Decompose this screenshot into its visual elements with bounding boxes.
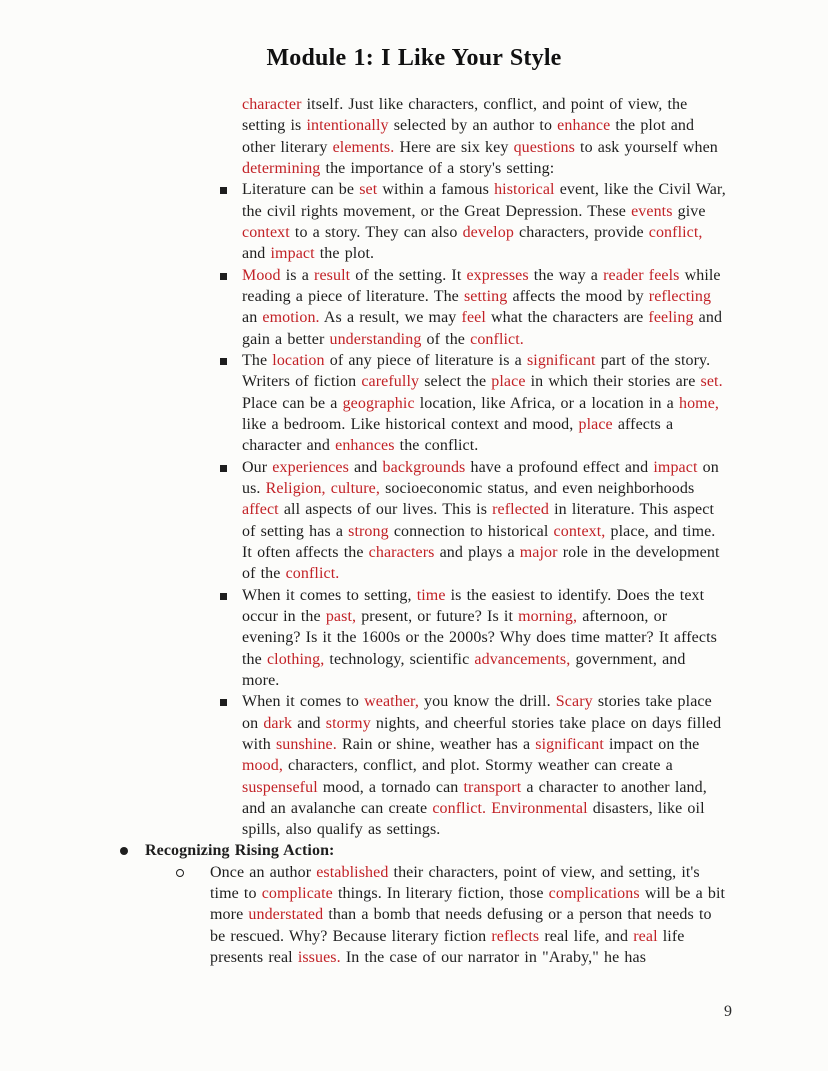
highlighted-term: established — [316, 863, 389, 881]
body-text: give — [672, 202, 706, 220]
body-text: to a story. They can also — [289, 223, 463, 241]
highlighted-term: determining — [242, 159, 321, 177]
setting-questions-list — [0, 179, 828, 840]
body-text: the conflict. — [394, 437, 479, 455]
highlighted-term: character — [242, 96, 302, 113]
highlighted-term: geographic — [342, 394, 415, 412]
body-text: of any piece of literature is a — [324, 351, 527, 369]
body-text: within a famous — [377, 181, 495, 199]
body-text: Place can be a — [242, 394, 343, 412]
body-text: in literature. This aspect of setting has a — [242, 501, 715, 540]
document-body — [0, 94, 828, 968]
body-text: role in the development of the — [242, 543, 720, 583]
body-text: nights, and cheerful stories take place on days filled with — [242, 714, 722, 753]
body-text: Once an author — [210, 863, 317, 881]
highlighted-term: sunshine. — [275, 735, 337, 753]
setting-bullet-text — [242, 352, 723, 454]
body-text: mood, a tornado can — [317, 778, 464, 796]
body-text: real life, and — [539, 927, 634, 945]
highlighted-term: home, — [678, 394, 720, 412]
highlighted-term: understated — [248, 906, 324, 924]
page-title: Module 1: I Like Your Style — [266, 45, 562, 71]
square-bullet-icon — [220, 187, 227, 194]
highlighted-term: set — [359, 181, 378, 199]
square-bullet-icon — [220, 699, 227, 706]
setting-bullet-text — [242, 587, 717, 689]
square-bullet-icon — [220, 465, 227, 472]
body-text: itself. Just like characters, conflict, and point of view, the setting is — [242, 96, 688, 135]
page-number: 9 — [724, 1003, 733, 1020]
highlighted-term: dark — [263, 714, 293, 732]
rising-action-paragraph — [210, 864, 725, 966]
setting-bullet-item — [219, 179, 726, 264]
highlighted-term: strong — [348, 522, 389, 540]
body-text: than a bomb that needs defusing or a person that needs to be rescued. Why? Because literary fiction — [210, 906, 712, 945]
body-text: disasters, like oil spills, also qualify as settings. — [242, 799, 705, 839]
body-text: a character to another land, and an avalanche can create — [242, 778, 707, 817]
body-text: socioeconomic status, and even neighborhoods — [379, 479, 695, 497]
highlighted-term: time — [416, 586, 446, 604]
highlighted-term: characters — [368, 543, 435, 561]
body-text: the plot and other literary — [242, 117, 695, 156]
body-text: life presents real — [210, 927, 685, 967]
highlighted-term: place — [578, 415, 613, 433]
highlighted-term: impact — [270, 245, 315, 263]
highlighted-term: complicate — [261, 885, 333, 903]
body-text: part of the story. Writers of fiction — [242, 351, 711, 391]
rising-action-heading-item — [120, 840, 765, 861]
highlighted-term: context, — [553, 522, 606, 540]
highlighted-term: transport — [463, 778, 522, 796]
body-text: The — [242, 351, 273, 369]
highlighted-term: impact — [653, 458, 698, 476]
body-text: things. In literary fiction, those — [332, 885, 549, 903]
setting-bullet-text — [242, 181, 726, 262]
body-text: of the — [421, 330, 471, 348]
highlighted-term: setting — [463, 287, 508, 305]
body-text: and plays a — [434, 543, 520, 561]
highlighted-term: set. — [700, 373, 723, 391]
setting-intro-paragraph — [242, 94, 726, 179]
highlighted-term: suspenseful — [242, 778, 318, 796]
highlighted-term: clothing, — [266, 650, 325, 668]
highlighted-term: significant — [526, 351, 596, 369]
highlighted-term: understanding — [329, 330, 422, 348]
highlighted-term: conflict. — [432, 799, 487, 817]
body-text: on us. — [242, 458, 719, 497]
body-text: technology, scientific — [324, 650, 475, 668]
highlighted-term: conflict. — [285, 565, 340, 583]
body-text: and — [242, 245, 271, 263]
highlighted-term: enhance — [557, 117, 611, 135]
highlighted-term: Scary — [555, 693, 593, 711]
setting-bullet-item — [219, 585, 726, 692]
highlighted-term: Environmental — [491, 799, 588, 817]
body-text: like a bedroom. Like historical context and mood, — [242, 415, 579, 433]
setting-bullet-item — [219, 691, 726, 840]
body-text: location, like Africa, or a location in a — [414, 394, 679, 412]
highlighted-term: backgrounds — [382, 458, 466, 476]
body-text: select the — [419, 373, 492, 391]
highlighted-term: weather, — [364, 693, 419, 711]
body-text: present, or future? Is it — [356, 607, 519, 625]
highlighted-term: complications — [548, 885, 640, 903]
highlighted-term: experiences — [272, 458, 349, 476]
body-text: all aspects of our lives. This is — [278, 501, 493, 519]
disc-bullet-icon — [120, 847, 128, 855]
highlighted-term: location — [272, 351, 325, 369]
body-text: Here are six key — [394, 138, 514, 156]
highlighted-term: intentionally — [306, 117, 389, 135]
highlighted-term: Mood — [242, 266, 281, 284]
body-text: the way a — [528, 266, 604, 284]
body-text: their characters, point of view, and setting, it's time to — [210, 863, 700, 903]
square-bullet-icon — [220, 358, 227, 365]
highlighted-term: carefully — [361, 373, 420, 391]
body-text: to ask yourself when — [574, 138, 718, 156]
body-text: characters, conflict, and plot. Stormy weather can create a — [282, 757, 673, 775]
body-text: and — [292, 714, 326, 732]
highlighted-term: morning, — [518, 607, 578, 625]
highlighted-term: result — [314, 266, 351, 284]
setting-bullet-item — [219, 457, 726, 585]
body-text: government, and more. — [242, 650, 686, 689]
square-bullet-icon — [220, 593, 227, 600]
highlighted-term: feeling — [648, 309, 694, 327]
setting-bullet-text — [242, 693, 721, 838]
body-text: have a profound effect and — [465, 458, 654, 476]
highlighted-term: real — [633, 927, 658, 945]
highlighted-term: events — [631, 202, 673, 220]
body-text: Literature can be — [242, 181, 360, 199]
highlighted-term: expresses — [466, 266, 529, 284]
body-text: you know the drill. — [418, 693, 556, 711]
body-text: while reading a piece of literature. The — [242, 266, 721, 305]
highlighted-term: feel — [461, 309, 486, 327]
body-text: event, like the Civil War, the civil rights movement, or the Great Depression. These — [242, 181, 726, 220]
circle-bullet-icon — [176, 869, 184, 877]
highlighted-term: develop — [462, 223, 514, 241]
highlighted-term: major — [519, 543, 558, 561]
body-text: and gain a better — [242, 309, 723, 348]
highlighted-term: reflects — [491, 927, 540, 945]
highlighted-term: reflected — [492, 501, 549, 519]
highlighted-term: issues. — [297, 949, 341, 967]
square-bullet-icon — [220, 273, 227, 280]
highlighted-term: elements. — [332, 138, 395, 156]
body-text: the importance of a story's setting: — [320, 159, 555, 177]
body-text: Rain or shine, weather has a — [336, 735, 536, 753]
rising-action-sub-item — [175, 862, 726, 969]
highlighted-term: conflict. — [470, 330, 524, 348]
highlighted-term: place — [491, 373, 526, 391]
body-text: selected by an author to — [388, 117, 558, 135]
setting-bullet-text — [242, 459, 720, 583]
highlighted-term: significant — [535, 735, 604, 753]
body-text: affects a character and — [242, 415, 674, 455]
highlighted-term: stormy — [325, 714, 371, 732]
body-text: will be a bit more — [210, 885, 726, 924]
body-text: impact on the — [603, 735, 700, 753]
body-text: Our — [242, 458, 273, 476]
body-text: the plot. — [314, 245, 375, 263]
body-text: When it comes to setting, — [242, 586, 417, 604]
body-text: and — [348, 458, 383, 476]
body-text: When it comes to — [242, 693, 365, 711]
body-text: affects the mood by — [507, 287, 649, 305]
body-text: characters, provide — [513, 223, 649, 241]
highlighted-term: advancements, — [474, 650, 571, 668]
body-text: connection to historical — [388, 522, 554, 540]
highlighted-term: Religion, culture, — [265, 479, 380, 497]
highlighted-term: enhances — [335, 437, 395, 455]
highlighted-term: reader feels — [603, 266, 680, 284]
highlighted-term: reflecting — [648, 287, 712, 305]
body-text: stories take place on — [242, 693, 712, 732]
highlighted-term: past, — [325, 607, 357, 625]
body-text: place, and time. It often affects the — [242, 522, 716, 561]
body-text: of the setting. It — [350, 266, 467, 284]
body-text: an — [242, 309, 263, 327]
body-text: In the case of our narrator in "Araby," he has — [340, 949, 647, 967]
setting-bullet-text — [242, 267, 722, 348]
body-text: As a result, we may — [319, 309, 462, 327]
body-text: in which their stories are — [525, 373, 701, 391]
body-text: afternoon, or evening? Is it the 1600s or the 2000s? Why does time matter? It affects the — [242, 607, 717, 668]
highlighted-term: affect — [242, 501, 279, 519]
highlighted-term: historical — [494, 181, 555, 199]
rising-action-heading: Recognizing Rising Action: — [145, 842, 335, 860]
highlighted-term: emotion. — [262, 309, 320, 327]
body-text: is a — [280, 266, 315, 284]
setting-bullet-item — [219, 350, 726, 457]
highlighted-term: conflict, — [648, 223, 703, 241]
setting-bullet-item — [219, 265, 726, 350]
highlighted-term: questions — [513, 138, 575, 156]
body-text: is the easiest to identify. Does the text occur in the — [242, 586, 705, 625]
highlighted-term: context — [242, 223, 290, 241]
body-text: what the characters are — [485, 309, 649, 327]
highlighted-term: mood, — [242, 757, 283, 775]
